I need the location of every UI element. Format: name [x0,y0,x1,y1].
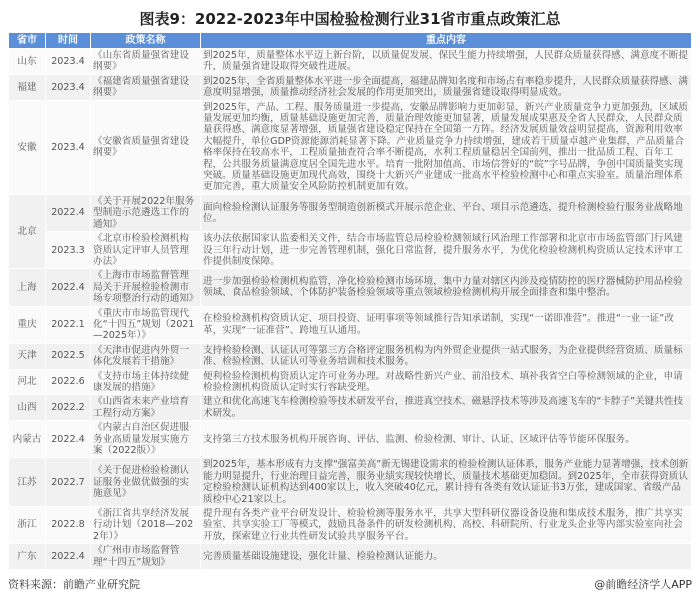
content-cell: 进一步加强检验检测机构监管，净化检验检测市场环境，集中力量对辖区内涉及疫情防控的医疗器械防护用品检验领域、食品检验领域、个体防护装备检验领域等重点领域检验检测机构开展全面排查和集中整治。 [201,269,692,306]
time-cell: 2022.7 [46,458,91,507]
policy-name-cell: 《重庆市市场监管现代化“十四五”规划（2021—2025年）》 [91,306,201,343]
province-cell: 广东 [9,544,46,570]
time-cell: 2022.4 [46,421,91,458]
content-cell: 在检验检测机构资质认定、项目投资、证明事项等领域推行告知承诺制，实现“一诺即准营”。推进“一业一证”改革，实现“一证准营”、跨地互认通用。 [201,306,692,343]
table-row [9,369,692,395]
province-cell: 江苏 [9,458,46,507]
policy-name-cell: 《上海市市场监督管理局关于开展检验检测市场专项整治行动的通知》 [91,269,201,306]
policy-name-cell: 《天津市促进内外贸一体化发展若干措施》 [91,343,201,369]
province-cell: 安徽 [9,100,46,194]
policy-name-cell: 《山东省质量强省建设纲要》 [91,49,201,75]
time-cell: 2022.2 [46,395,91,421]
content-cell: 到2025年，质量整体水平迈上新台阶，以质量促发展、保民生能力持续增强，人民群众质量获得感、满意度不断提升，质量强省建设取得突破性进展。 [201,49,692,75]
time-cell: 2022.5 [46,343,91,369]
table-row [9,421,692,458]
policy-name-cell: 《支持市场主体持续健康发展的措施》 [91,369,201,395]
header-province: 省市 [9,33,46,49]
province-cell: 山东 [9,49,46,75]
policy-name-cell: 《浙江省共享经济发展行动计划（2018—2022年）》 [91,507,201,544]
policy-name-cell: 《福建省质量强省建设纲要》 [91,74,201,100]
province-cell: 重庆 [9,306,46,343]
content-cell: 支持检验检测、认证认可等第三方合格评定服务机构为内外贸企业提供一站式服务，为企业提供经营资质、质量标准、检验检测、认证认可等业务培训和技术服务。 [201,343,692,369]
province-cell: 天津 [9,343,46,369]
table-row [9,343,692,369]
brand-mark: @前瞻经济学人APP [594,578,692,592]
policy-name-cell: 《内蒙古自治区促进服务业高质量发展实施方案（2022版）》 [91,421,201,458]
time-cell: 2022.4 [46,544,91,570]
policy-table [8,32,692,570]
province-cell: 河北 [9,369,46,395]
content-cell: 支持第三方技术服务机构开展咨询、评估、监测、检验检测、审计、认证、区域评估等节能环保服务。 [201,421,692,458]
content-cell: 面向检验检测认证服务等服务型制造创新模式开展示范企业、平台、项目示范遴选，提升检测检验行服务业战略地位。 [201,194,692,231]
table-row [9,232,692,269]
policy-name-cell: 《关于促进检验检测认证服务业做优做强的实施意见》 [91,458,201,507]
page-title: 图表9：2022-2023年中国检验检测行业31省市重点政策汇总 [139,10,561,28]
table-body [9,49,692,570]
policy-name-cell: 《安徽省质量强省建设纲要》 [91,100,201,194]
content-cell: 完善质量基础设施建设，强化计量、检验检测认证能力。 [201,544,692,570]
table-row [9,306,692,343]
policy-name-cell: 《山西省未来产业培育工程行动方案》 [91,395,201,421]
province-cell: 山西 [9,395,46,421]
table-row [9,49,692,75]
content-cell: 到2025年，产品、工程、服务质量进一步提高，安徽品牌影响力更加彰显，新兴产业质量竞争力更加强劲，区域质量发展更加均衡，质量基础设施更加完善，质量治理效能更加显著，质量发展成果惠及全省人民群众，人民群众质量获得感、满意度显著增强，质量强省建设稳定保持在全国第一方阵。经济发展质量效益明显提高，资源利用效率大幅提升，单位GDP资源能源消耗显著下降。产业质量竞争力持续增强，建成若干质量卓越产业集群，产品质量合格率保持在较高水平，工程质量抽查符合率不断提高，水利工程质量稳居全国前列，推出一批品质工程、百年工程，公共服务质量满意度居全国先进水平。培育一批附加值高、市场信誉好的“皖”字号品牌，争创中国质量奖实现突破。质量基础设施更加现代高效，围绕十大新兴产业建成一批高水平检验检测中心和重点实验室。质量治理体系更加完善，重大质量安全风险防控机制更加有效。 [201,100,692,194]
table-row [9,194,692,231]
content-cell: 该办法依据国家认监委相关文件，结合市场监管总局检验检测领域行风治理工作部署和北京市市场监管部门行风建设三年行动计划，进一步完善管理机制，强化日常监督，提升服务水平，为优化检验检测机构资质认定技术评审工作提供制度保障。 [201,232,692,269]
header-policy-name: 政策名称 [91,33,201,49]
table-row [9,544,692,570]
source-note: 资料来源：前瞻产业研究院 [8,578,140,592]
time-cell: 2022.8 [46,507,91,544]
province-cell: 浙江 [9,507,46,544]
policy-name-cell: 《关于开展2022年服务型制造示范遴选工作的通知》 [91,194,201,231]
time-cell: 2022.4 [46,269,91,306]
table-row [9,458,692,507]
content-cell: 建立和优化高速飞车检测检验等技术研发平台，推进真空技术、磁悬浮技术等涉及高速飞车的“卡脖子”关键共性技术研发。 [201,395,692,421]
content-cell: 到2025年，全省质量整体水平进一步全面提高，福建品牌知名度和市场占有率稳步提升，人民群众质量获得感、满意度明显增强，质量推动经济社会发展的作用更加突出，质量强省建设取得明显成效。 [201,74,692,100]
table-row [9,269,692,306]
header-content: 重点内容 [201,33,692,49]
content-cell: 提升现有各类产业平台研发设计、检验检测等服务水平，共享大型科研仪器设备设施和集成技术服务，推广共享实验室、共享实验工厂等模式，鼓励具备条件的研发检测机构、高校、科研院所、行业龙头企业等内部实验室向社会开放，探索建立行业共性研发试验共享服务平台。 [201,507,692,544]
province-cell: 北京 [9,194,46,268]
table-row [9,74,692,100]
policy-name-cell: 《北京市检验检测机构资质认定评审人员管理办法》 [91,232,201,269]
province-cell: 内蒙古 [9,421,46,458]
time-cell: 2022.6 [46,369,91,395]
time-cell: 2023.4 [46,100,91,194]
footer [8,578,692,592]
table-header [9,33,692,49]
time-cell: 2022.4 [46,194,91,231]
province-cell: 福建 [9,74,46,100]
time-cell: 2023.3 [46,232,91,269]
content-cell: 到2025年，基本形成有力支撑“强富美高”新无锡建设需求的检验检测认证体系，服务产业能力显著增强，技术创新能力明显提升，行业治理日益完善，服务业绩实现较快增长，质量技术基础更加稳固。到2025年，全市获得资质认定检验检测认证机构达到400家以上，收入突破40亿元，累计持有各类有效认证证书3万张，建成国家、省级产品质检中心21家以上。 [201,458,692,507]
province-cell: 上海 [9,269,46,306]
time-cell: 2023.4 [46,49,91,75]
time-cell: 2023.4 [46,74,91,100]
time-cell: 2022.1 [46,306,91,343]
content-cell: 便利检验检测机构资质认定许可业务办理。对战略性新兴产业、前沿技术、填补我省空白等检测领域的企业，申请检验检测机构资质认定时实行容缺受理。 [201,369,692,395]
table-row [9,100,692,194]
header-time: 时间 [46,33,91,49]
table-row [9,507,692,544]
policy-name-cell: 《广州市市场监督管理“十四五”规划》 [91,544,201,570]
table-row [9,395,692,421]
